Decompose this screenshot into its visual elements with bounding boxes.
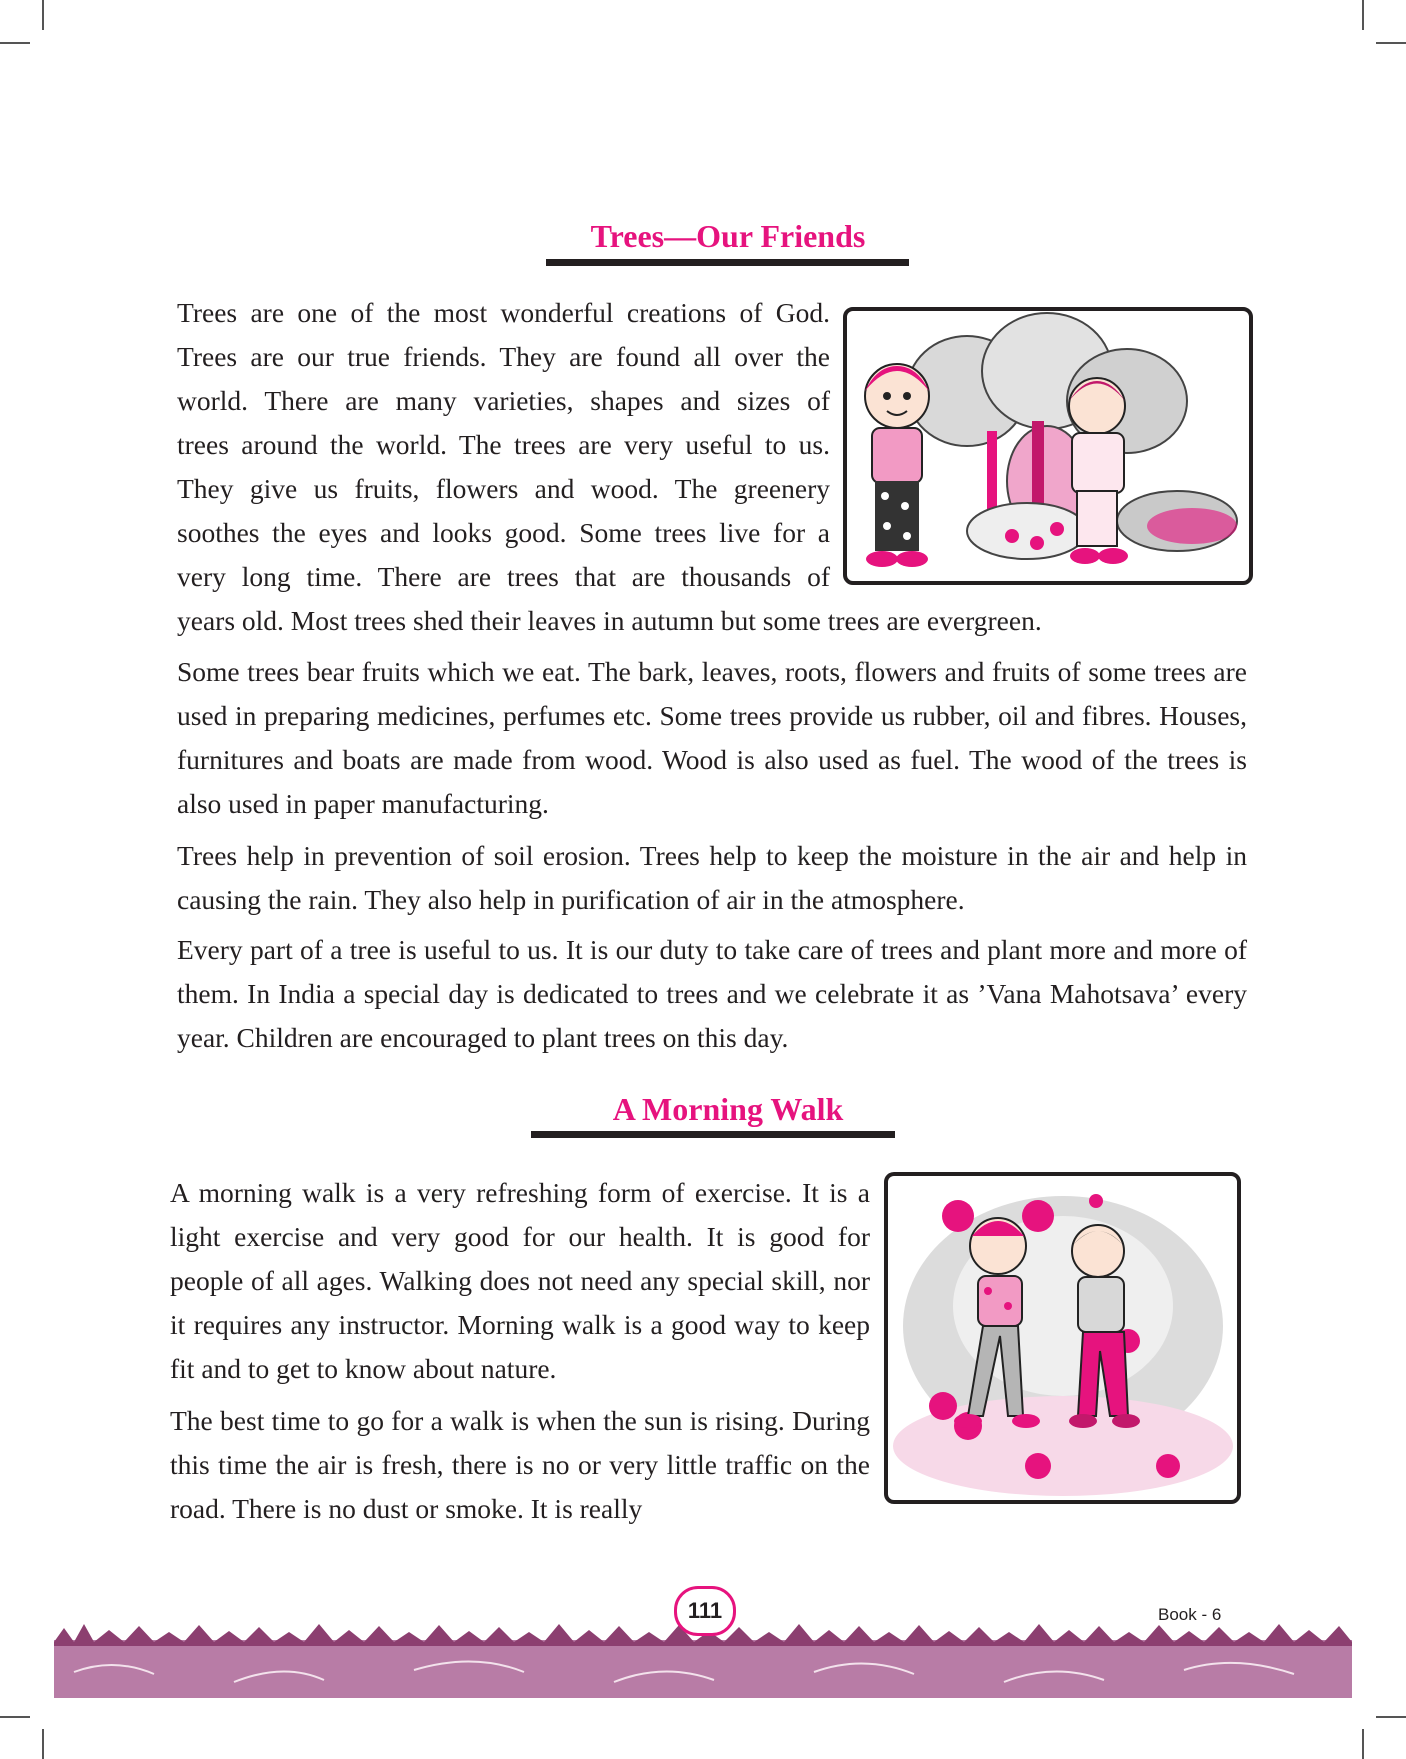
section-title-trees: Trees—Our Friends [590,218,866,254]
crop-mark [1376,1716,1406,1718]
walk-paragraph-1: A morning walk is a very refreshing form of exercise. It is a light exercise and very good for our health. It is good for people of all ages. Walking does not need any special skill, nor it requires any instructor. Morning walk is a good way to keep fit and to get to know about nature. [170,1177,870,1384]
title-underline [531,1131,895,1138]
text-line: world. There are many varieties, shapes and sizes of [177,385,830,416]
crop-mark [0,1716,30,1718]
trees-paragraph-2: Some trees bear fruits which we eat. The bark, leaves, roots, flowers and fruits of some trees are used in preparing medicines, perfumes etc. Some trees provide us rubber, oil and fibres. Houses, furnitures and boats are made from wood. Wood is also used as fuel. The wood of the trees is also used in paper manufacturing. [177,656,1247,819]
text-line: soothes the eyes and looks good. Some trees live for a [177,517,830,548]
title-underline [546,259,909,266]
crop-mark [1362,1729,1364,1759]
walk-paragraph-2: The best time to go for a walk is when the sun is rising. During this time the air is fresh, there is no or very little traffic on the road. There is no dust or smoke. It is really [170,1405,870,1524]
crop-mark [0,42,30,44]
children-walking-illustration [884,1172,1241,1504]
children-walking-drawing [888,1176,1237,1500]
text-line: trees around the world. The trees are very useful to us. [177,429,830,460]
page-number: 111 [674,1586,736,1636]
trees-paragraph-1-tail: years old. Most trees shed their leaves in autumn but some trees are evergreen. [177,605,1042,636]
crop-mark [42,1729,44,1759]
section-title-morning-walk: A Morning Walk [612,1091,844,1127]
children-trees-drawing [847,311,1249,581]
crop-mark [1376,42,1406,44]
text-line: Trees are one of the most wonderful creations of God. [177,297,830,328]
children-trees-illustration [843,307,1253,585]
trees-paragraph-3: Trees help in prevention of soil erosion. Trees help to keep the moisture in the air and help in causing the rain. They also help in purification of air in the atmosphere. [177,840,1247,915]
trees-paragraph-1 [177,291,830,599]
text-line: Trees are our true friends. They are found all over the [177,341,830,372]
crop-mark [1362,0,1364,30]
text-line: They give us fruits, flowers and wood. The greenery [177,473,830,504]
trees-paragraph-4: Every part of a tree is useful to us. It is our duty to take care of trees and plant more and more of them. In India a special day is dedicated to trees and we celebrate it as ’Vana Mahotsava’ every year. Children are encouraged to plant trees on this day. [177,934,1247,1053]
book-label: Book - 6 [1158,1605,1222,1624]
crop-mark [42,0,44,30]
text-line: very long time. There are trees that are thousands of [177,561,830,592]
